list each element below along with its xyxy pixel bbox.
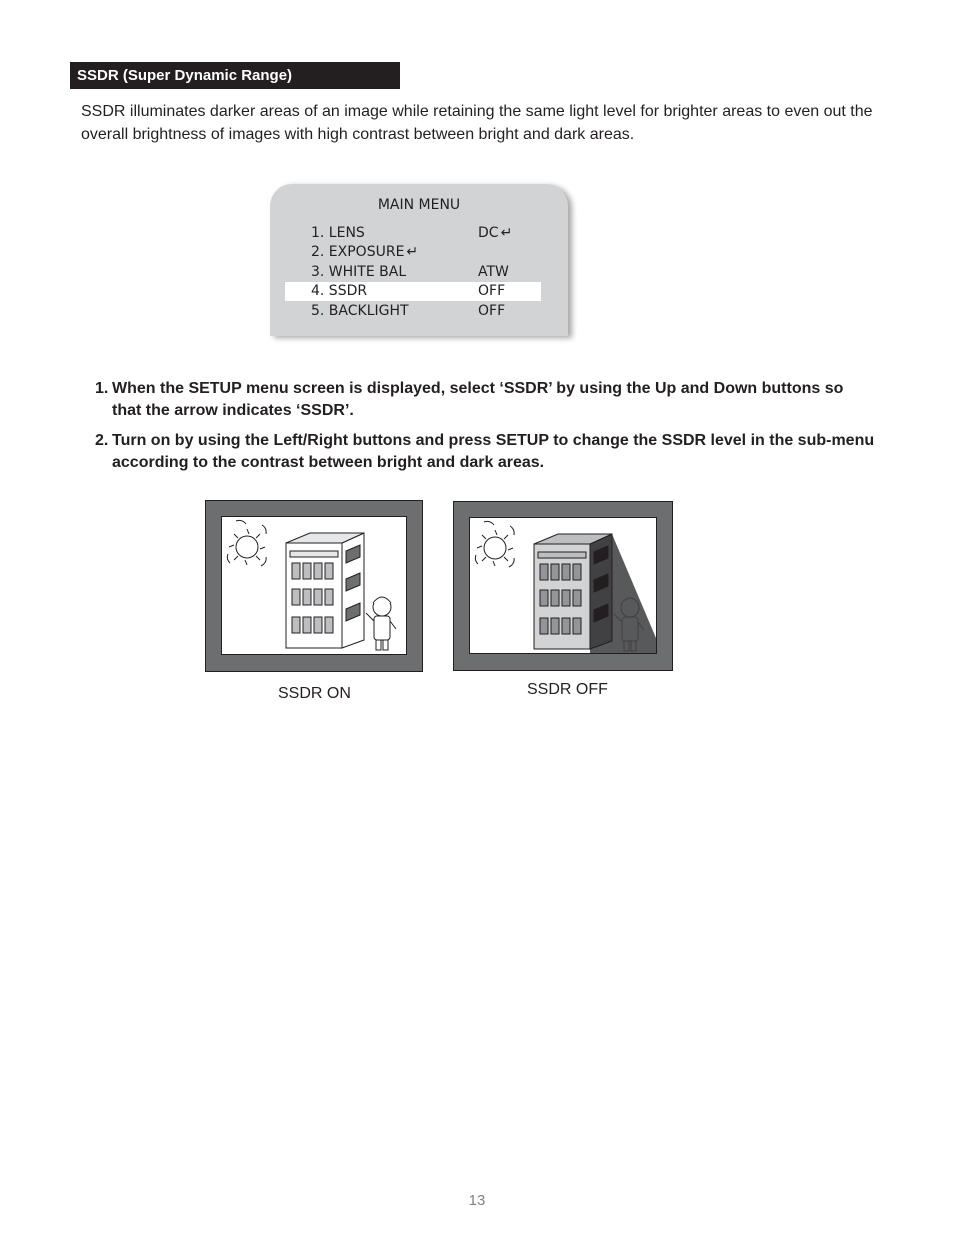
- instruction-step: [95, 378, 875, 422]
- osd-item-white-bal: [285, 263, 541, 282]
- instruction-steps: [95, 378, 875, 482]
- step-number: 1.: [95, 380, 109, 397]
- step-number: 2.: [95, 432, 109, 449]
- osd-item-value: OFF: [478, 303, 506, 319]
- osd-item-backlight: [285, 302, 541, 321]
- ssdr-on-scene: [222, 517, 406, 654]
- osd-item-exposure: [285, 243, 541, 262]
- osd-main-menu: [270, 184, 568, 336]
- sun-icon: [227, 520, 266, 566]
- step-text: When the SETUP menu screen is displayed, select ‘SSDR’ by using the Up and Down buttons so that the arrow indicates ‘SSDR’.: [112, 380, 844, 419]
- ssdr-off-screen: [469, 517, 657, 654]
- enter-arrow-icon: ↵: [406, 244, 419, 260]
- page-number: 13: [468, 1192, 486, 1209]
- osd-item-label: 3. WHITE BAL: [311, 264, 407, 280]
- osd-item-ssdr: [285, 282, 541, 301]
- step-text: Turn on by using the Left/Right buttons and press SETUP to change the SSDR level in the sub-menu according to the contrast between bright and dark areas.: [112, 432, 875, 471]
- building-icon: [286, 533, 364, 648]
- enter-arrow-icon: ↵: [500, 225, 513, 241]
- instruction-step: [95, 430, 875, 474]
- ssdr-off-illustration: [453, 501, 673, 671]
- osd-item-label: 4. SSDR: [311, 283, 368, 299]
- ssdr-on-screen: [221, 516, 407, 655]
- osd-item-value: ATW: [478, 264, 509, 280]
- osd-item-label: 2. EXPOSURE ↵: [311, 244, 419, 260]
- osd-item-value: OFF: [478, 283, 506, 299]
- sun-icon: [475, 521, 514, 567]
- osd-item-label: 1. LENS: [311, 225, 365, 241]
- building-icon: [534, 534, 612, 649]
- ssdr-off-caption: SSDR OFF: [527, 681, 608, 698]
- intro-paragraph: SSDR illuminates darker areas of an image while retaining the same light level for brighter areas to even out the overall brightness of images with high contrast between bright and dark areas.: [81, 103, 873, 143]
- osd-item-label: 5. BACKLIGHT: [311, 303, 409, 319]
- person-icon: [366, 597, 396, 650]
- section-title: SSDR (Super Dynamic Range): [70, 62, 400, 89]
- ssdr-on-caption: SSDR ON: [278, 685, 351, 702]
- osd-item-value: DC ↵: [478, 225, 513, 241]
- ssdr-off-scene: [470, 518, 656, 653]
- ssdr-on-illustration: [205, 500, 423, 672]
- osd-item-lens: [285, 224, 541, 243]
- osd-menu-title: MAIN MENU: [377, 197, 461, 213]
